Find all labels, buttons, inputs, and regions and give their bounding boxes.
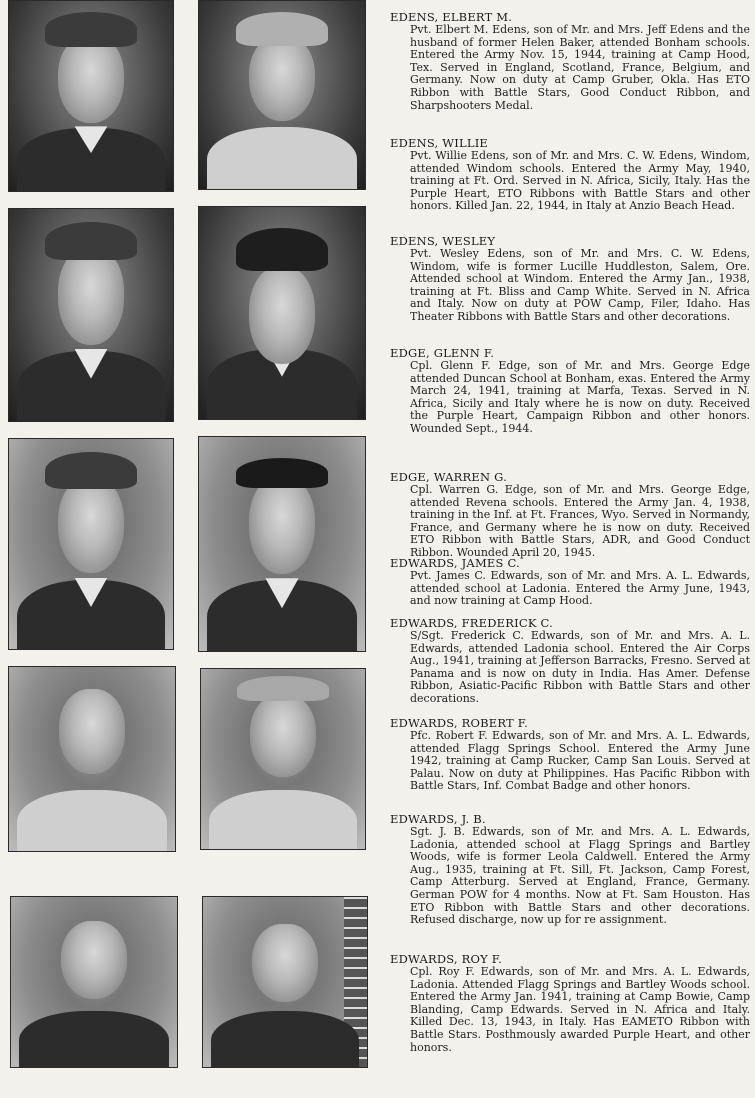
entry-text: Cpl. Glenn F. Edge, son of Mr. and Mrs. George Edge attended Duncan School at Bonham, exas. Entered the Army March 24, 1941, training at Marfa, Texas. Served in N. Africa, Sicily and Italy where he is now on duty. Received the Purple Heart, Campaign Ribbon and other honors. Wounded Sept., 1944. bbox=[410, 359, 750, 435]
entry-text: Pvt. Wesley Edens, son of Mr. and Mrs. C. W. Edens, Windom, wife is former Lucille Huddleston, Salem, Ore. Attended school at Windom. Entered the Army Jan., 1938, training at Ft. Bliss and Camp White. Served in N. Africa and Italy. Now on duty at POW Camp, Filer, Idaho. Has Theater Ribbons with Battle Stars and other decorations. bbox=[410, 247, 750, 323]
entry-text: Sgt. J. B. Edwards, son of Mr. and Mrs. A. L. Edwards, Ladonia, attended school at Flagg Springs and Bartley Woods, wife is former Leola Caldwell. Entered the Army Aug., 1935, training at Ft. Sill, Ft. Jackson, Camp Forest, Camp Atterburg. Served at England, France, Germany. German POW for 4 months. Now at Ft. Sam Houston. Has ETO Ribbon with Battle Stars and other decorations. Refused discharge, now up for re assignment. bbox=[410, 825, 750, 927]
entry-name: EDWARDS, ROY F. bbox=[390, 952, 503, 966]
entry-name: EDENS, ELBERT M. bbox=[390, 10, 513, 24]
portrait-photo-jb-edwards bbox=[202, 896, 368, 1068]
entry-name: EDGE, GLENN F. bbox=[390, 346, 495, 360]
entry-james-edwards bbox=[390, 556, 750, 608]
entry-text: Cpl. Roy F. Edwards, son of Mr. and Mrs. A. L. Edwards, Ladonia. Attended Flagg Springs and Bartley Woods school. Entered the Army Jan. 1941, training at Camp Bowie, Camp Blanding, Camp Edwards. Served in N. Africa and Italy. Killed Dec. 13, 1943, in Italy. Has EAMETO Ribbon with Battle Stars. Posthmously awarded Purple Heart, and other honors. bbox=[410, 965, 750, 1054]
entry-name: EDGE, WARREN G. bbox=[390, 470, 507, 484]
entry-name: EDWARDS, J. B. bbox=[390, 812, 486, 826]
entry-text: Pvt. Willie Edens, son of Mr. and Mrs. C. W. Edens, Windom, attended Windom schools. Entered the Army May, 1940, training at Ft. Ord. Served in N. Africa, Sicily, Italy. Has the Purple Heart, ETO Ribbons with Battle Stars and other honors. Killed Jan. 22, 1944, in Italy at Anzio Beach Head. bbox=[410, 149, 750, 213]
entry-roy-edwards bbox=[390, 952, 750, 1054]
entry-robert-edwards bbox=[390, 716, 750, 793]
entry-text: Cpl. Warren G. Edge, son of Mr. and Mrs. George Edge, attended Revena schools. Entered the Army Jan. 4, 1938, training in the Inf. at Ft. Frances, Wyo. Served in Normandy, France, and Germany where he is now on duty. Received ETO Ribbon with Battle Stars, ADR, and Good Conduct Ribbon. Wounded April 20, 1945. bbox=[410, 483, 750, 559]
entry-wesley-edens bbox=[390, 234, 750, 324]
entry-elbert-edens bbox=[390, 10, 750, 112]
entry-name: EDWARDS, FREDERICK C. bbox=[390, 616, 553, 630]
entry-text: Pvt. James C. Edwards, son of Mr. and Mrs. A. L. Edwards, attended school at Ladonia. Entered the Army June, 1943, and now training at Camp Hood. bbox=[410, 569, 750, 608]
portrait-photo-robert-edwards bbox=[200, 668, 366, 850]
entry-warren-edge bbox=[390, 470, 750, 560]
portrait-photo-james-edwards bbox=[198, 436, 366, 652]
entry-willie-edens bbox=[390, 136, 750, 213]
portrait-photo-roy-edwards bbox=[10, 896, 178, 1068]
entry-text: S/Sgt. Frederick C. Edwards, son of Mr. and Mrs. A. L. Edwards, attended Ladonia school. Entered the Air Corps Aug., 1941, training at Jefferson Barracks, Fresno. Served at Panama and is now on duty in India. Has Amer. Defense Ribbon, Asiatic-Pacific Ribbon with Battle Stars and other decorations. bbox=[410, 629, 750, 705]
entry-jb-edwards bbox=[390, 812, 750, 927]
portrait-photo-wesley-edens bbox=[8, 208, 174, 422]
entry-frederick-edwards bbox=[390, 616, 750, 706]
portrait-photo-willie-edens bbox=[198, 0, 366, 190]
portrait-photo-frederick-edwards bbox=[8, 666, 176, 852]
entry-name: EDWARDS, JAMES C. bbox=[390, 556, 520, 570]
entry-name: EDWARDS, ROBERT F. bbox=[390, 716, 528, 730]
entry-glenn-edge bbox=[390, 346, 750, 436]
portrait-photo-elbert-edens bbox=[8, 0, 174, 192]
entry-text: Pvt. Elbert M. Edens, son of Mr. and Mrs. Jeff Edens and the husband of former Helen Baker, attended Bonham schools. Entered the Army Nov. 15, 1944, training at Camp Hood, Tex. Served in England, Scotland, France, Belgium, and Germany. Now on duty at Camp Gruber, Okla. Has ETO Ribbon with Battle Stars, Good Conduct Ribbon, and Sharpshooters Medal. bbox=[410, 23, 750, 112]
entry-text: Pfc. Robert F. Edwards, son of Mr. and Mrs. A. L. Edwards, attended Flagg Springs School. Entered the Army June 1942, training at Camp Rucker, Camp San Louis. Served at Palau. Now on duty at Philippines. Has Pacific Ribbon with Battle Stars, Inf. Combat Badge and other honors. bbox=[410, 729, 750, 793]
entry-name: EDENS, WESLEY bbox=[390, 234, 496, 248]
entry-name: EDENS, WILLIE bbox=[390, 136, 489, 150]
portrait-photo-glenn-edge bbox=[198, 206, 366, 420]
portrait-photo-warren-edge bbox=[8, 438, 174, 650]
